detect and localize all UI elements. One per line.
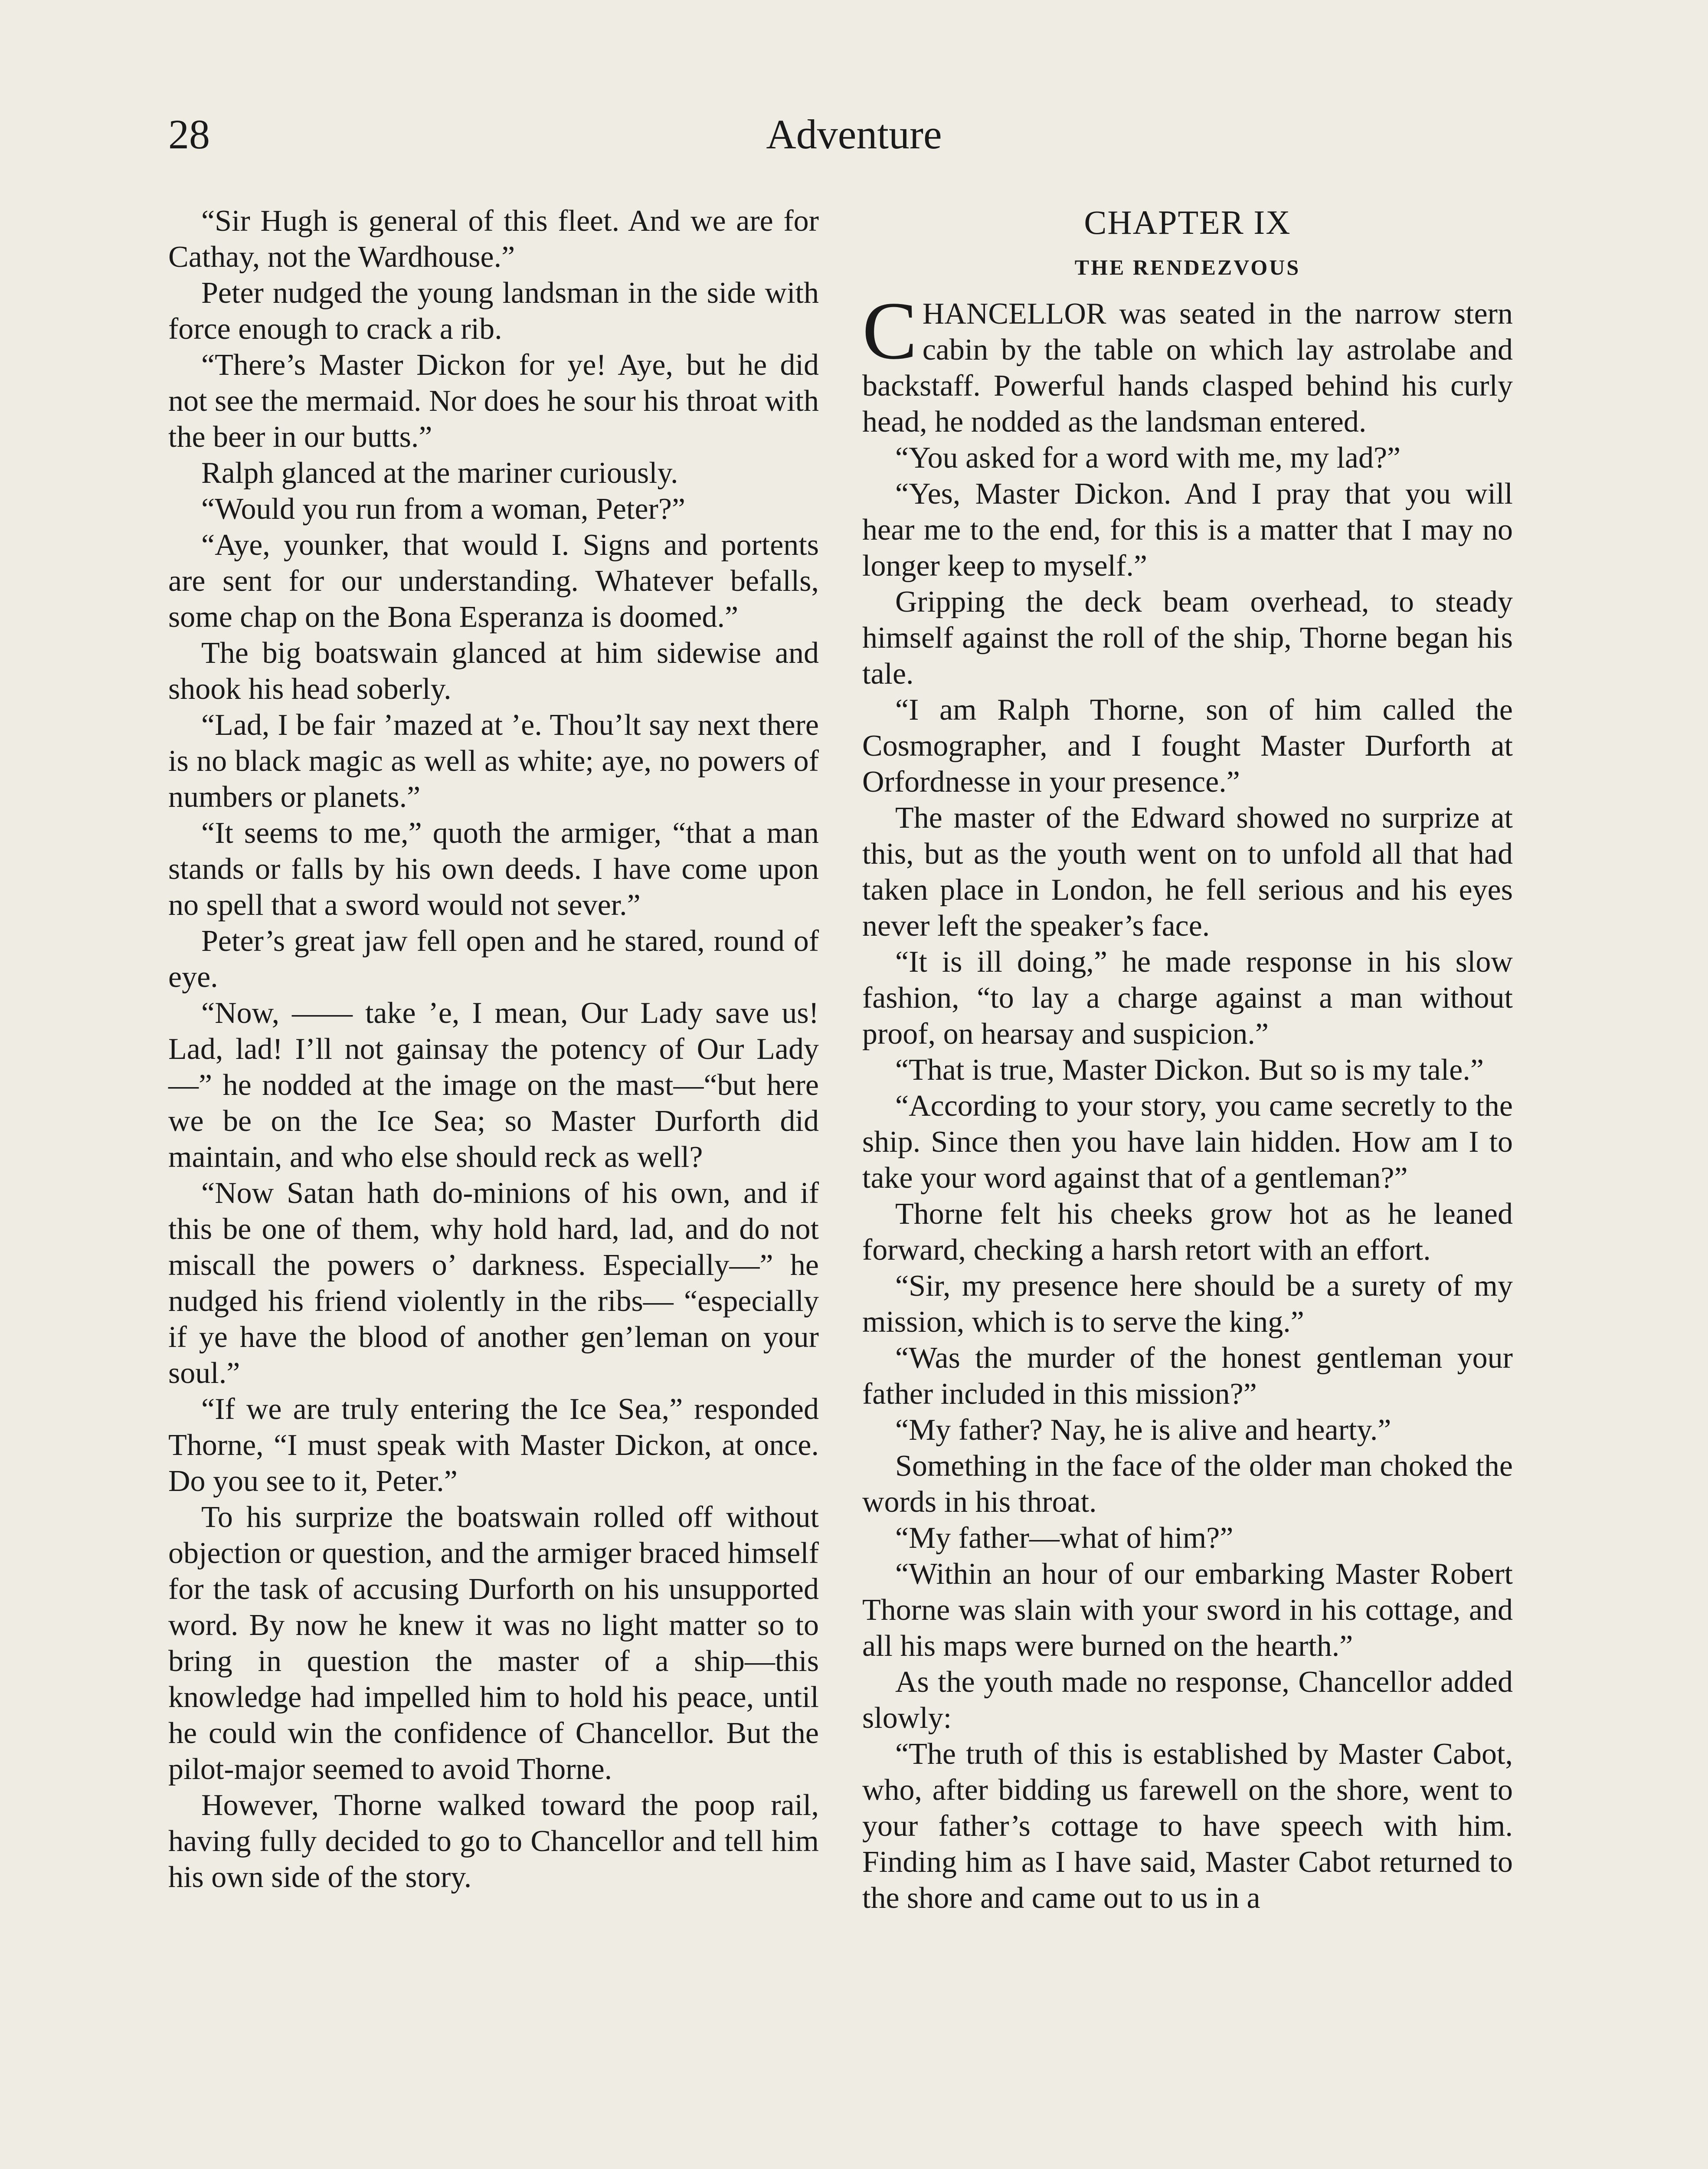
paragraph: “Would you run from a woman, Peter?” [201,492,685,526]
paragraph: “Was the murder of the honest gentleman your father included in this mission?” [862,1341,1513,1411]
paragraph: Gripping the deck beam overhead, to steady himself against the roll of the ship, Thorne began his tale. [862,585,1513,691]
running-head: Adventure [766,111,942,157]
paragraph: The big boatswain glanced at him sidewise and shook his head soberly. [168,636,819,706]
paragraph: “My father? Nay, he is alive and hearty.” [895,1413,1391,1447]
opening-small-caps: HANCELLOR [922,297,1106,331]
paragraph: “Lad, I be fair ’mazed at ’e. Thou’lt say next there is no black magic as well as white; aye, no powers of numbers or planets.” [168,708,819,814]
paragraph: “It seems to me,” quoth the armiger, “that a man stands or falls by his own deeds. I have come upon no spell that a sword would not sever.” [168,816,819,922]
drop-cap: C [862,285,917,377]
paragraph: Peter’s great jaw fell open and he stared, round of eye. [168,924,819,994]
paragraph: “If we are truly entering the Ice Sea,” responded Thorne, “I must speak with Master Dickon, at once. Do you see to it, Peter.” [168,1392,819,1498]
paragraph: Ralph glanced at the mariner curiously. [201,456,678,490]
chapter-subtitle: THE RENDEZVOUS [1074,255,1301,279]
right-column [862,203,1513,1916]
paragraph: “Within an hour of our embarking Master Robert Thorne was slain with your sword in his cottage, and all his maps were burned on the hearth.” [862,1557,1513,1663]
paragraph: “The truth of this is established by Master Cabot, who, after bidding us farewell on the shore, went to your father’s cottage to have speech with him. Finding him as I have said, Master Cabot returned to the shore and came out to us in a [862,1737,1513,1915]
opening-text: was seated in the narrow stern cabin by the table on which lay astrolabe and backstaff. Powerful hands clasped behind his curly head, he nodded as the landsman entered. [862,297,1513,439]
paragraph: As the youth made no response, Chancellor added slowly: [862,1665,1513,1735]
paragraph: “Sir Hugh is general of this fleet. And we are for Cathay, not the Wardhouse.” [168,204,819,274]
paragraph: “Now Satan hath do-minions of his own, and if this be one of them, why hold hard, lad, and do not miscall the powers o’ darkness. Especially—” he nudged his friend violently in the ribs— “especially if ye have the blood of another gen’leman on your soul.” [168,1176,819,1390]
paragraph: “It is ill doing,” he made response in his slow fashion, “to lay a charge against a man without proof, on hearsay and suspicion.” [862,945,1513,1051]
chapter-title: CHAPTER IX [1084,203,1291,241]
opening-paragraph [862,285,1513,440]
paragraph: “That is true, Master Dickon. But so is my tale.” [895,1053,1484,1087]
left-column [168,203,819,1895]
paragraph: The master of the Edward showed no surprize at this, but as the youth went on to unfold all that had taken place in London, he fell serious and his eyes never left the speaker’s face. [862,801,1513,943]
paragraph: “Aye, younker, that would I. Signs and portents are sent for our understanding. Whatever befalls, some chap on the Bona Esperanza is doomed.” [168,528,819,634]
paragraph: “Now, —— take ’e, I mean, Our Lady save us! Lad, lad! I’ll not gainsay the potency of Our Lady—” he nodded at the image on the mast—“but here we be on the Ice Sea; so Master Durforth did maintain, and who else should reck as well? [168,996,819,1174]
paragraph: “You asked for a word with me, my lad?” [895,441,1401,475]
paragraph: “Yes, Master Dickon. And I pray that you will hear me to the end, for this is a matter that I may no longer keep to myself.” [862,477,1513,583]
paragraph: “There’s Master Dickon for ye! Aye, but he did not see the mermaid. Nor does he sour his throat with the beer in our butts.” [168,348,819,454]
paragraph: However, Thorne walked toward the poop rail, having fully decided to go to Chancellor and tell him his own side of the story. [168,1789,819,1894]
paragraph: Thorne felt his cheeks grow hot as he leaned forward, checking a harsh retort with an effort. [862,1197,1513,1267]
paragraph: To his surprize the boatswain rolled off without objection or question, and the armiger braced himself for the task of accusing Durforth on his unsupported word. By now he knew it was no light matter so to bring in question the master of a ship—this knowledge had impelled him to hold his peace, until he could win the confidence of Chancellor. But the pilot-major seemed to avoid Thorne. [168,1501,819,1786]
paragraph: Peter nudged the young landsman in the side with force enough to crack a rib. [168,276,819,346]
page-number: 28 [168,111,210,157]
paragraph: “According to your story, you came secretly to the ship. Since then you have lain hidden. How am I to take your word against that of a gentleman?” [862,1089,1513,1195]
paragraph: “Sir, my presence here should be a surety of my mission, which is to serve the king.” [862,1269,1513,1339]
paragraph: “My father—what of him?” [895,1521,1234,1555]
paragraph: Something in the face of the older man choked the words in his throat. [862,1449,1513,1519]
paragraph: “I am Ralph Thorne, son of him called the Cosmographer, and I fought Master Durforth at Orfordnesse in your presence.” [862,693,1513,799]
